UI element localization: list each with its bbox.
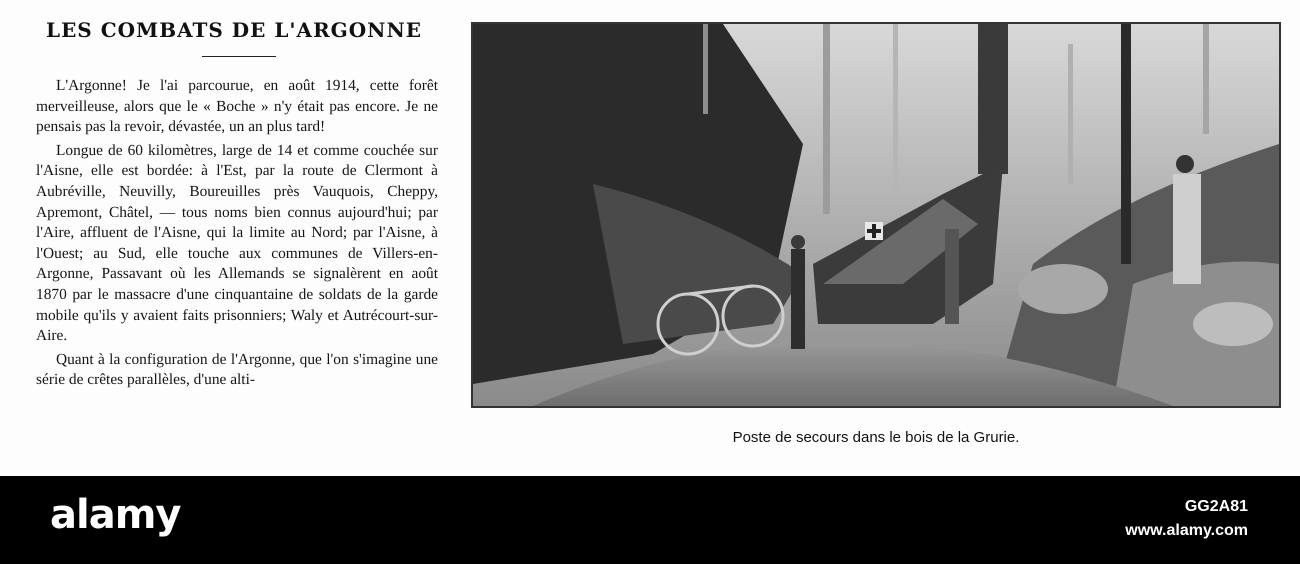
forest-photo-illustration: [473, 24, 1279, 406]
title-divider: [202, 56, 276, 57]
article-title: LES COMBATS DE L'ARGONNE: [46, 18, 422, 42]
article-paragraph-1: L'Argonne! Je l'ai parcourue, en août 1914, cette forêt merveilleuse, alors que le « Boche » n'y était pas encore. Je ne pensais pas la revoir, dévastée, un an plus tard!: [36, 77, 438, 136]
article-paragraph-3: Quant à la configuration de l'Argonne, que l'on s'imagine une série de crêtes parallèles, d'une alti-: [36, 350, 438, 389]
photo-first-aid-post: [471, 22, 1281, 408]
photo-caption: Poste de secours dans le bois de la Grurie.: [732, 429, 1020, 446]
image-id-label: GG2A81: [1184, 498, 1248, 515]
stock-photo-footer: [0, 476, 1300, 564]
brand-logo: alamy: [50, 492, 181, 538]
site-url: www.alamy.com: [1125, 522, 1248, 539]
article-body: [36, 76, 438, 394]
article-paragraph-2: Longue de 60 kilomètres, large de 14 et comme couchée sur l'Aisne, elle est bordée: à l'Est, par la route de Clermont à Aubréville, Neuvilly, Boureuilles près Vauquois, Cheppy, Apremont, Châtel, — tous noms bien connus aujourd'hui; par l'Aire, affluent de l'Aisne, qui la limite au Nord; par l'Aisne, à l'Ouest; au Sud, elle touche aux communes de Villers-en-Argonne, Passavant où les Allemands se signalèrent en août 1870 par le massacre d'une cinquantaine de soldats de la garde mobile qu'ils y avaient faits prisonniers; Waly et Autrécourt-sur-Aire.: [36, 141, 438, 345]
